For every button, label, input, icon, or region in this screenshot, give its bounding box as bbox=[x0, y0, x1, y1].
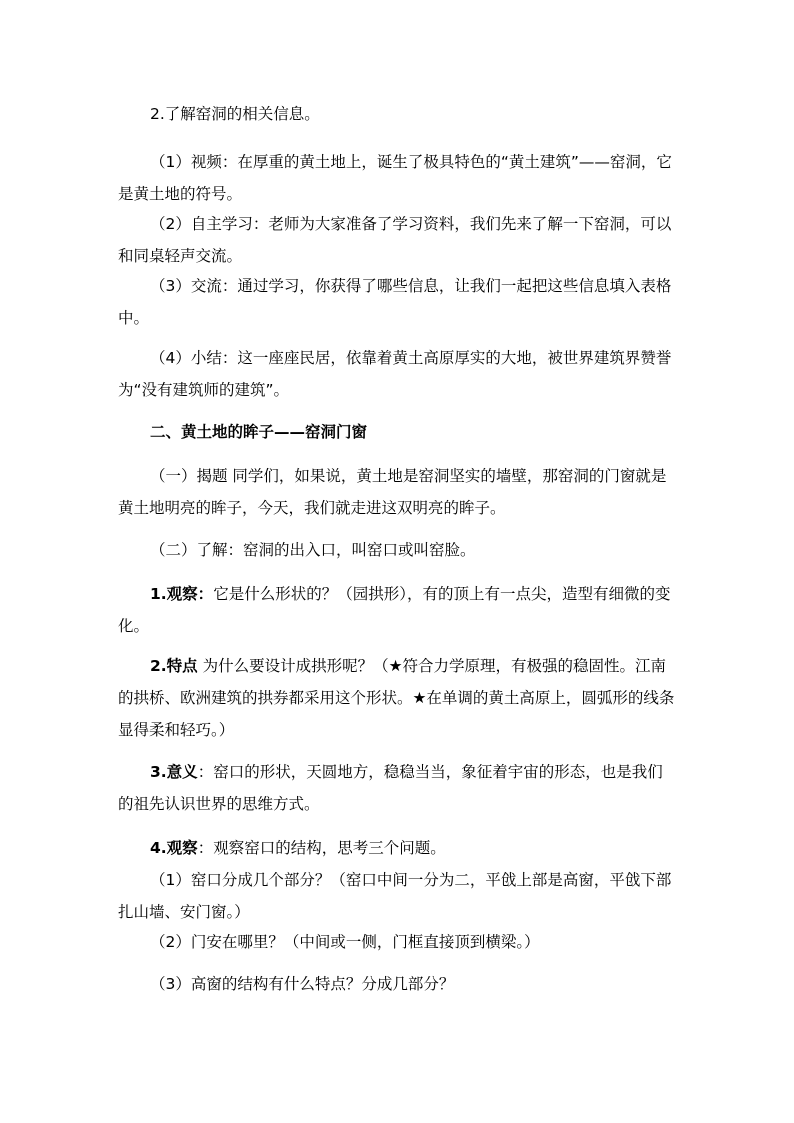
paragraph-observe-4 bbox=[118, 832, 678, 864]
paragraph-reveal-topic bbox=[118, 460, 678, 524]
paragraph-text: （3）交流：通过学习，你获得了哪些信息，让我们一起把这些信息填入表格中。 bbox=[118, 277, 672, 327]
paragraph-text: 它是什么形状的？（园拱形），有的顶上有一点尖，造型有细微的变化。 bbox=[118, 585, 671, 635]
item-lead: 1.观察： bbox=[150, 585, 214, 603]
paragraph-text: （3）高窗的结构有什么特点？分成几部分？ bbox=[150, 975, 455, 993]
paragraph-summary bbox=[118, 342, 678, 406]
paragraph-text: （4）小结：这一座座民居，依靠着黄土高原厚实的大地，被世界建筑界赞誉为“没有建筑师的建筑”。 bbox=[118, 349, 672, 399]
paragraph-question-1 bbox=[118, 864, 678, 928]
paragraph-question-2 bbox=[118, 926, 678, 958]
paragraph-text: 为什么要设计成拱形呢？（★符合力学原理，有极强的稳固性。江南的拱桥、欧洲建筑的拱券都采用这个形状。★在单调的黄土高原上，圆弧形的线条显得柔和轻巧。） bbox=[118, 657, 675, 739]
section-heading bbox=[118, 416, 678, 448]
paragraph-text: （2）自主学习：老师为大家准备了学习资料，我们先来了解一下窑洞，可以和同桌轻声交流。 bbox=[118, 215, 672, 265]
item-lead: 2.特点 bbox=[150, 657, 198, 675]
paragraph-text: （一）揭题 同学们，如果说，黄土地是窑洞坚实的墙壁，那窑洞的门窗就是黄土地明亮的眸子，今天，我们就走进这双明亮的眸子。 bbox=[118, 467, 667, 517]
heading-text: 二、黄土地的眸子——窑洞门窗 bbox=[150, 423, 368, 441]
paragraph-text: ：窑口的形状，天圆地方，稳稳当当，象征着宇宙的形态，也是我们的祖先认识世界的思维方式。 bbox=[118, 763, 663, 813]
item-lead: 3.意义 bbox=[150, 763, 198, 781]
paragraph-understand bbox=[118, 534, 678, 566]
paragraph-video bbox=[118, 146, 678, 210]
paragraph-observe-1 bbox=[118, 578, 678, 642]
paragraph-text: ：观察窑口的结构，思考三个问题。 bbox=[197, 839, 446, 857]
paragraph-meaning bbox=[118, 756, 678, 820]
paragraph-feature bbox=[118, 650, 678, 746]
paragraph-text: （2）门安在哪里？（中间或一侧，门框直接顶到横梁。） bbox=[150, 933, 540, 951]
paragraph-text: 2.了解窑洞的相关信息。 bbox=[150, 105, 320, 123]
paragraph-self-study bbox=[118, 208, 678, 272]
item-lead: 4.观察 bbox=[150, 839, 198, 857]
paragraph-text: （1）视频：在厚重的黄土地上，诞生了极具特色的“黄土建筑”——窑洞，它是黄土地的符号。 bbox=[118, 153, 672, 203]
paragraph-text: （二）了解：窑洞的出入口，叫窑口或叫窑脸。 bbox=[150, 541, 476, 559]
paragraph-text: （1）窑口分成几个部分？（窑口中间一分为二，平戗上部是高窗，平戗下部扎山墙、安门窗。） bbox=[118, 871, 672, 921]
paragraph-question-3 bbox=[118, 968, 678, 1000]
paragraph-exchange bbox=[118, 270, 678, 334]
paragraph-section-2 bbox=[118, 98, 678, 130]
